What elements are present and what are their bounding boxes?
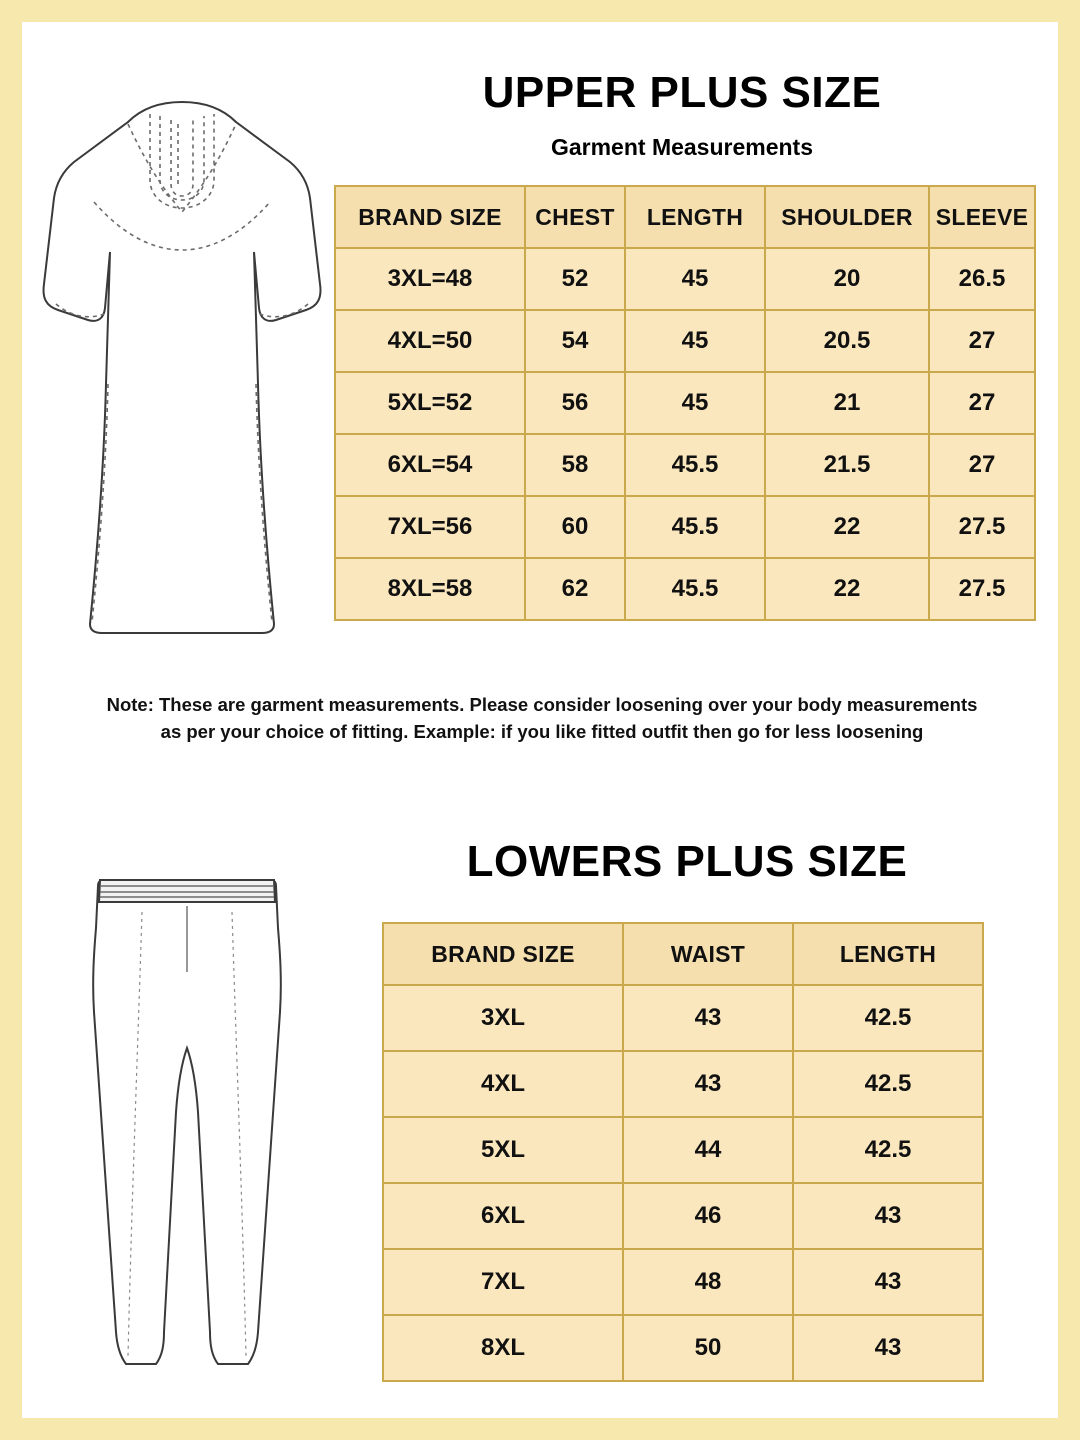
cell-brand-size: 5XL=52 [335,372,525,434]
cell-brand-size: 6XL=54 [335,434,525,496]
cell-brand-size: 4XL=50 [335,310,525,372]
size-chart-page [22,22,1058,1418]
cell-brand-size: 8XL [383,1315,623,1381]
cell-length: 43 [793,1315,983,1381]
cell-sleeve: 27.5 [929,496,1035,558]
cell-brand-size: 5XL [383,1117,623,1183]
cell-length: 42.5 [793,985,983,1051]
cell-chest: 60 [525,496,625,558]
upper-subtitle: Garment Measurements [550,134,814,160]
note-line-1: Note: These are garment measurements. Please consider loosening over your body measurements [106,694,978,715]
cell-length: 45 [625,372,765,434]
table-row [383,1315,983,1381]
table-header-row [383,923,983,985]
table-row [335,496,1035,558]
column-header-waist: WAIST [623,923,793,985]
cell-length: 45 [625,248,765,310]
upper-title: UPPER PLUS SIZE [482,68,882,117]
cell-brand-size: 8XL=58 [335,558,525,620]
column-header-length: LENGTH [625,186,765,248]
column-header-brand-size: BRAND SIZE [383,923,623,985]
lower-header-block [362,837,1012,887]
table-header-row [335,186,1035,248]
cell-shoulder: 21.5 [765,434,929,496]
cell-shoulder: 22 [765,558,929,620]
cell-length: 42.5 [793,1117,983,1183]
cell-chest: 54 [525,310,625,372]
cell-brand-size: 3XL=48 [335,248,525,310]
cell-sleeve: 26.5 [929,248,1035,310]
cell-shoulder: 20 [765,248,929,310]
cell-brand-size: 7XL=56 [335,496,525,558]
cell-shoulder: 21 [765,372,929,434]
cell-sleeve: 27 [929,310,1035,372]
cell-waist: 48 [623,1249,793,1315]
cell-waist: 43 [623,985,793,1051]
cell-length: 45.5 [625,434,765,496]
cell-waist: 46 [623,1183,793,1249]
cell-length: 43 [793,1183,983,1249]
cell-length: 45 [625,310,765,372]
cell-chest: 56 [525,372,625,434]
column-header-chest: CHEST [525,186,625,248]
cell-chest: 58 [525,434,625,496]
table-row [335,310,1035,372]
table-row [335,372,1035,434]
table-row [335,434,1035,496]
cell-shoulder: 22 [765,496,929,558]
table-row [335,248,1035,310]
cell-sleeve: 27.5 [929,558,1035,620]
table-row [383,1183,983,1249]
table-row [383,1117,983,1183]
table-row [383,985,983,1051]
lower-title: LOWERS PLUS SIZE [466,837,908,886]
cell-chest: 52 [525,248,625,310]
lower-size-table [382,922,984,1382]
lower-size-section [22,782,1058,1418]
cell-chest: 62 [525,558,625,620]
table-row [335,558,1035,620]
cell-waist: 50 [623,1315,793,1381]
column-header-shoulder: SHOULDER [765,186,929,248]
cell-length: 45.5 [625,496,765,558]
table-row [383,1051,983,1117]
column-header-brand-size: BRAND SIZE [335,186,525,248]
upper-size-table [334,185,1036,621]
note-line-2: as per your choice of fitting. Example: if you like fitted outfit then go for less loosening [160,720,924,742]
table-row [383,1249,983,1315]
cell-length: 45.5 [625,558,765,620]
measurement-note [72,692,1012,746]
cell-length: 42.5 [793,1051,983,1117]
column-header-sleeve: SLEEVE [929,186,1035,248]
cell-waist: 43 [623,1051,793,1117]
cell-length: 43 [793,1249,983,1315]
cell-waist: 44 [623,1117,793,1183]
cell-shoulder: 20.5 [765,310,929,372]
cell-sleeve: 27 [929,434,1035,496]
kurta-illustration [32,84,332,644]
column-header-length: LENGTH [793,923,983,985]
upper-header-block [322,68,1042,161]
cell-brand-size: 4XL [383,1051,623,1117]
upper-size-section [22,22,1058,762]
cell-brand-size: 6XL [383,1183,623,1249]
cell-brand-size: 3XL [383,985,623,1051]
cell-brand-size: 7XL [383,1249,623,1315]
cell-sleeve: 27 [929,372,1035,434]
pants-illustration [42,862,332,1402]
